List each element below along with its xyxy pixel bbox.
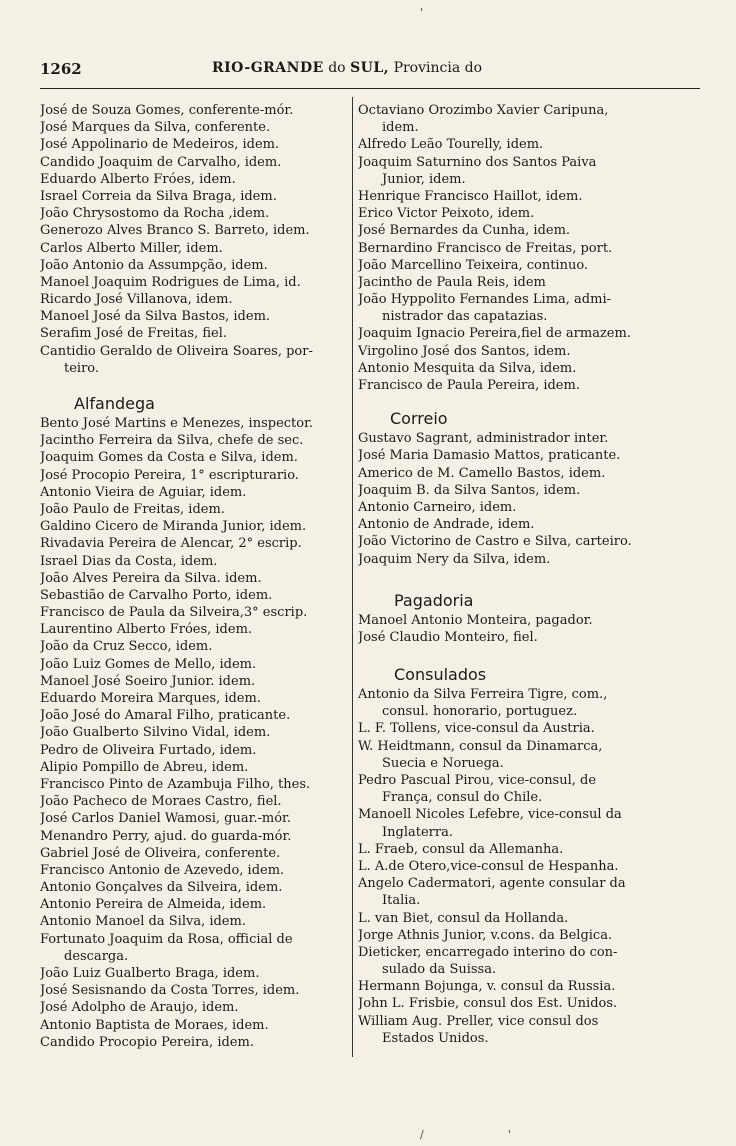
list-item: Antonio Mesquita da Silva, idem. [358,360,577,376]
list-item: Octaviano Orozimbo Xavier Caripuna, [358,103,609,118]
list-item: Eduardo Moreira Marques, idem. [40,691,261,706]
list-item: Francisco de Paula Pereira, idem. [358,378,580,393]
section-title-pagadoria: Pagadoria [394,590,474,610]
list-item: Jacintho de Paula Reis, idem [358,274,546,290]
list-item: Francisco de Paula da Silveira,3° escrip. [40,605,308,621]
running-head-provincia: Provincia do [393,60,483,76]
list-item: Henrique Francisco Haillot, idem. [358,188,583,204]
list-item: Manoell Nicoles Lefebre, vice-consul da [358,807,622,823]
list-item: João Marcellino Teixeira, continuo. [358,257,589,273]
list-item: João Luiz Gomes de Mello, idem. [40,656,257,672]
list-item: Israel Correia da Silva Braga, idem. [40,188,277,204]
running-head [212,60,482,76]
list-item-continuation: Suecia e Noruega. [382,755,504,771]
paper-speck: / [420,1128,424,1141]
right-column [358,102,676,1047]
list-item: Pedro de Oliveira Furtado, idem. [40,742,257,758]
list-item: W. Heidtmann, consul da Dinamarca, [358,738,603,754]
list-item: Manoel José da Silva Bastos, idem. [40,309,271,325]
list-item: Dieticker, encarregado interino do con- [358,944,618,960]
list-item: José Carlos Daniel Wamosi, guar.-mór. [40,811,291,827]
list-item: João Gualberto Silvino Vidal, idem. [40,725,271,741]
list-item: José Marques da Silva, conferente. [40,120,271,136]
list-item-continuation: Italia. [382,893,421,909]
list-item: Bento José Martins e Menezes, inspector. [40,416,314,431]
list-item-continuation: França, consul do Chile. [382,790,543,806]
list-item: Antonio Vieira de Aguiar, idem. [40,484,247,500]
list-item: Francisco Antonio de Azevedo, idem. [40,862,285,878]
list-item: Joaquim Gomes da Costa e Silva, idem. [40,450,298,466]
list-item: Manoel Joaquim Rodrigues de Lima, id. [40,274,301,290]
list-item: João Paulo de Freitas, idem. [40,501,225,517]
consulados-list [358,686,676,1047]
list-item: Cantidio Geraldo de Oliveira Soares, por- [40,343,313,359]
list-item: João da Cruz Secco, idem. [40,639,213,655]
list-item: Antonio Manoel da Silva, idem. [40,914,246,930]
running-head-rio-grande: RIO-GRANDE [212,60,324,76]
paper-speck: ' [508,1128,512,1141]
section-title-consulados: Consulados [394,665,487,685]
list-item: José Adolpho de Araujo, idem. [40,1000,239,1016]
list-item: Bernardino Francisco de Freitas, port. [358,240,613,256]
list-item: Joaquim Nery da Silva, idem. [358,551,551,567]
list-item: Gabriel José de Oliveira, conferente. [40,845,281,861]
list-item: José Sesisnando da Costa Torres, idem. [40,983,300,999]
list-item: Serafim José de Freitas, fiel. [40,326,228,342]
column-divider [352,97,353,1057]
running-head-sul: SUL, [350,60,390,76]
list-item: Generozo Alves Branco S. Barreto, idem. [40,223,310,239]
list-item: L. Fraeb, consul da Allemanha. [358,841,564,857]
list-item: Jorge Athnis Junior, v.cons. da Belgica. [358,927,613,943]
list-item: Ricardo José Villanova, idem. [40,292,233,308]
list-item: Antonio Baptista de Moraes, idem. [40,1017,269,1033]
alfandega-list [40,415,346,1051]
list-item: João Luiz Gualberto Braga, idem. [40,966,260,981]
list-item: Antonio Gonçalves da Silveira, idem. [40,880,283,896]
left-intro-list [40,102,346,377]
list-item: José Claudio Monteiro, fiel. [358,629,538,645]
list-item: José Procopio Pereira, 1° escripturario. [40,467,299,483]
list-item: Pedro Pascual Pirou, vice-consul, de [358,773,597,788]
list-item: Angelo Cadermatori, agente consular da [358,876,626,892]
list-item: Alfredo Leão Tourelly, idem. [358,137,544,153]
list-item-continuation: descarga. [64,948,129,964]
page-header [40,60,700,84]
list-item: José Appolinario de Medeiros, idem. [40,137,280,153]
list-item: José Bernardes da Cunha, idem. [358,223,571,239]
list-item-continuation: idem. [382,120,419,136]
list-item-continuation: Inglaterra. [382,824,453,840]
list-item: João Hyppolito Fernandes Lima, admi- [358,292,612,308]
list-item: Antonio Carneiro, idem. [358,499,517,515]
header-rule [40,88,700,89]
list-item: Erico Victor Peixoto, idem. [358,206,535,222]
paper-speck: ' [420,6,424,19]
list-item: Rivadavia Pereira de Alencar, 2° escrip. [40,536,302,552]
list-item: Carlos Alberto Miller, idem. [40,240,223,256]
list-item: Joaquim B. da Silva Santos, idem. [358,482,581,498]
list-item-continuation: Junior, idem. [382,171,466,187]
list-item: John L. Frisbie, consul dos Est. Unidos. [358,996,618,1012]
list-item-continuation: sulado da Suissa. [382,962,497,978]
list-item: Antonio de Andrade, idem. [358,517,535,533]
running-head-do: do [328,60,346,76]
list-item: José Maria Damasio Mattos, praticante. [358,448,621,464]
list-item: Israel Dias da Costa, idem. [40,553,218,569]
list-item: João Alves Pereira da Silva. idem. [40,570,262,586]
list-item: Candido Joaquim de Carvalho, idem. [40,154,282,170]
list-item: Menandro Perry, ajud. do guarda-mór. [40,828,292,844]
list-item-continuation: Estados Unidos. [382,1030,489,1046]
list-item: Antonio da Silva Ferreira Tigre, com., [358,687,608,703]
section-title-correio: Correio [390,409,448,429]
list-item: Joaquim Saturnino dos Santos Paiva [358,154,597,170]
list-item: Manoel Antonio Monteira, pagador. [358,612,593,628]
list-item: Francisco Pinto de Azambuja Filho, thes. [40,776,311,792]
list-item: L. A.de Otero,vice-consul de Hespanha. [358,858,619,874]
list-item: Gustavo Sagrant, administrador inter. [358,431,609,447]
list-item: Jacintho Ferreira da Silva, chefe de sec. [40,433,304,449]
list-item: João Victorino de Castro e Silva, carteiro. [358,534,632,550]
list-item: Americo de M. Camello Bastos, idem. [358,465,606,481]
list-item: Candido Procopio Pereira, idem. [40,1034,254,1050]
list-item: João Chrysostomo da Rocha ,idem. [40,206,270,222]
list-item: José de Souza Gomes, conferente-mór. [40,103,294,118]
list-item: Eduardo Alberto Fróes, idem. [40,171,236,187]
correio-list [358,430,676,568]
list-item: Galdino Cicero de Miranda Junior, idem. [40,519,307,535]
list-item: Antonio Pereira de Almeida, idem. [40,897,267,913]
list-item: João Antonio da Assumpção, idem. [40,257,268,273]
list-item: Joaquim Ignacio Pereira,fiel de armazem. [358,326,631,342]
list-item: Sebastião de Carvalho Porto, idem. [40,587,273,603]
list-item: L. van Biet, consul da Hollanda. [358,910,569,926]
section-title-alfandega: Alfandega [74,394,155,413]
list-item: William Aug. Preller, vice consul dos [358,1013,599,1029]
list-item: João José do Amaral Filho, praticante. [40,708,291,724]
left-column [40,102,346,1051]
list-item: L. F. Tollens, vice-consul da Austria. [358,721,595,737]
right-intro-list [358,102,676,394]
list-item: Hermann Bojunga, v. consul da Russia. [358,979,616,995]
list-item: Laurentino Alberto Fróes, idem. [40,622,253,638]
list-item-continuation: nistrador das capatazias. [382,309,548,325]
list-item: Fortunato Joaquim da Rosa, official de [40,931,293,947]
pagadoria-list [358,612,676,646]
list-item: Manoel José Soeiro Junior. idem. [40,673,256,689]
list-item: Virgolino José dos Santos, idem. [358,343,571,359]
list-item: João Pacheco de Moraes Castro, fiel. [40,794,282,810]
page-number: 1262 [40,60,82,78]
list-item-continuation: consul. honorario, portuguez. [382,704,578,720]
list-item-continuation: teiro. [64,360,100,376]
list-item: Alipio Pompillo de Abreu, idem. [40,759,249,775]
